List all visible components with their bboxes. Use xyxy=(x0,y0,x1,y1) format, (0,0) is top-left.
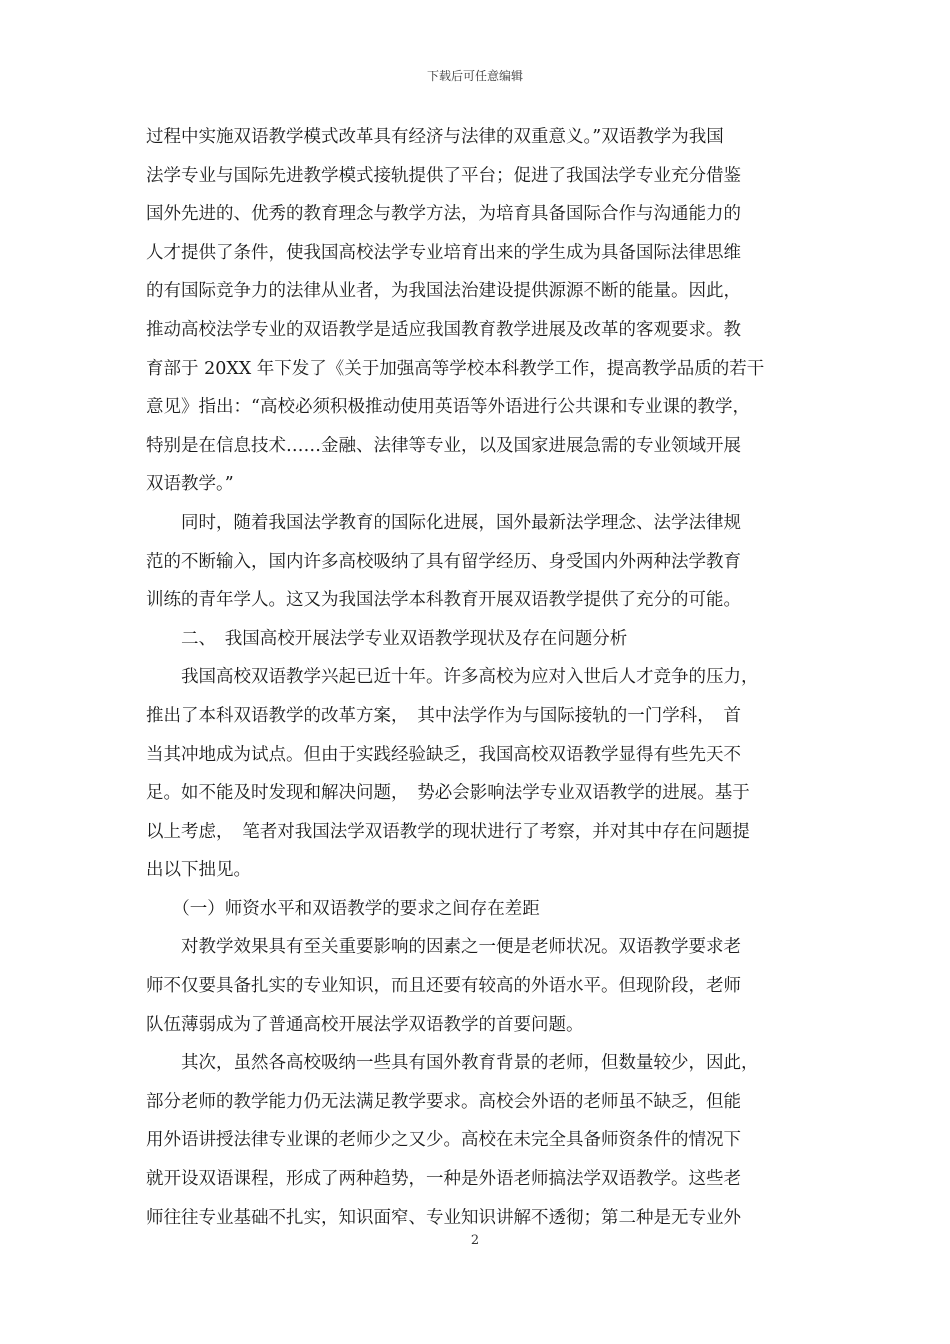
text-line: 用外语讲授法律专业课的老师少之又少。高校在未完全具备师资条件的情况下 xyxy=(146,1130,741,1151)
text-line: 推出了本科双语教学的改革方案， 其中法学作为与国际接轨的一门学科， 首 xyxy=(146,705,741,726)
text-line: 育部于 20XX 年下发了《关于加强高等学校本科教学工作，提高教学品质的若干 xyxy=(146,358,765,379)
text-line: 推动高校法学专业的双语教学是适应我国教育教学进展及改革的客观要求。教 xyxy=(146,319,741,340)
text-line: 师不仅要具备扎实的专业知识，而且还要有较高的外语水平。但现阶段，老师 xyxy=(146,976,741,997)
text-line: 就开设双语课程，形成了两种趋势，一种是外语老师搞法学双语教学。这些老 xyxy=(146,1169,741,1190)
section-heading: 二、 我国高校开展法学专业双语教学现状及存在问题分析 xyxy=(146,628,628,649)
text-line: 出以下拙见。 xyxy=(146,860,251,881)
text-line: 法学专业与国际先进教学模式接轨提供了平台；促进了我国法学专业充分借鉴 xyxy=(146,165,741,186)
paragraph-start-line: 其次，虽然各高校吸纳一些具有国外教育背景的老师，但数量较少，因此， xyxy=(146,1053,759,1074)
page-header-note: 下载后可任意编辑 xyxy=(426,69,523,83)
text-line: 以上考虑， 笔者对我国法学双语教学的现状进行了考察，并对其中存在问题提 xyxy=(146,821,750,842)
text-line: 训练的青年学人。这又为我国法学本科教育开展双语教学提供了充分的可能。 xyxy=(146,590,741,611)
text-line: 特别是在信息技术……金融、法律等专业，以及国家进展急需的专业领域开展 xyxy=(146,435,741,456)
text-line: 师往往专业基础不扎实，知识面窄、专业知识讲解不透彻；第二种是无专业外 xyxy=(146,1207,741,1228)
text-line: 意见》指出：“高校必须积极推动使用英语等外语进行公共课和专业课的教学， xyxy=(146,397,750,418)
text-line: 双语教学。” xyxy=(146,474,234,495)
subsection-heading: （一）师资水平和双语教学的要求之间存在差距 xyxy=(146,898,540,919)
paragraph-start-line: 对教学效果具有至关重要影响的因素之一便是老师状况。双语教学要求老 xyxy=(146,937,741,958)
document-body xyxy=(146,118,810,1237)
text-line: 队伍薄弱成为了普通高校开展法学双语教学的首要问题。 xyxy=(146,1014,584,1035)
page-number: 2 xyxy=(470,1233,480,1248)
text-line: 过程中实施双语教学模式改革具有经济与法律的双重意义。”双语教学为我国 xyxy=(146,127,724,147)
text-line: 当其冲地成为试点。但由于实践经验缺乏，我国高校双语教学显得有些先天不 xyxy=(146,744,741,765)
paragraph-start-line: 同时，随着我国法学教育的国际化进展，国外最新法学理念、法学法律规 xyxy=(146,512,741,533)
text-line: 人才提供了条件，使我国高校法学专业培育出来的学生成为具备国际法律思维 xyxy=(146,242,741,263)
text-line: 足。如不能及时发现和解决问题， 势必会影响法学专业双语教学的进展。基于 xyxy=(146,783,750,804)
paragraph-start-line: 我国高校双语教学兴起已近十年。许多高校为应对入世后人才竞争的压力， xyxy=(146,667,759,688)
text-line: 部分老师的教学能力仍无法满足教学要求。高校会外语的老师虽不缺乏，但能 xyxy=(146,1091,741,1112)
text-line: 国外先进的、优秀的教育理念与教学方法，为培育具备国际合作与沟通能力的 xyxy=(146,204,741,225)
text-line: 范的不断输入，国内许多高校吸纳了具有留学经历、身受国内外两种法学教育 xyxy=(146,551,741,572)
text-line: 的有国际竞争力的法律从业者，为我国法治建设提供源源不断的能量。因此， xyxy=(146,281,741,302)
